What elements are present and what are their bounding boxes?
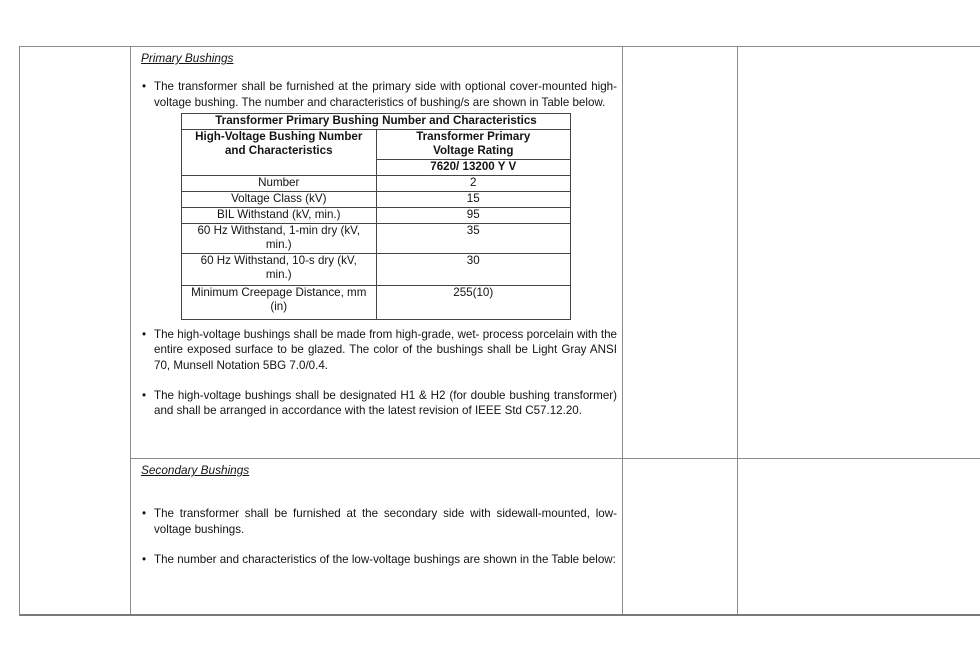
primary-intro-text: The transformer shall be furnished at the primary side with optional cover-mounted high-voltage bushing. The number and characteristics of bushing/s are shown in Table below. xyxy=(154,80,617,109)
row-value: 255(10) xyxy=(376,285,571,319)
porcelain-spec-text: The high-voltage bushings shall be made from high-grade, wet- process porcelain with the entire exposed surface to be glazed. The color of the bushings shall be Light Gray ANSI 70, Munsell Notation 5BG 7.0/0.4. xyxy=(154,327,617,372)
row-label: 60 Hz Withstand, 1-min dry (kV, min.) xyxy=(182,223,377,253)
row-value: 2 xyxy=(376,175,571,191)
row-value: 35 xyxy=(376,223,571,253)
bullet-icon: • xyxy=(142,80,147,94)
table-header-row xyxy=(182,129,571,159)
reference-column-empty-cell-2 xyxy=(623,458,738,614)
table-row xyxy=(182,191,571,207)
bullet-icon: • xyxy=(142,388,147,402)
porcelain-spec-bullet xyxy=(141,327,617,373)
primary-bushing-characteristics-table xyxy=(181,113,571,320)
secondary-intro-text: The transformer shall be furnished at the secondary side with sidewall-mounted, low-voltage bushings. xyxy=(154,507,617,536)
secondary-table-reference-text: The number and characteristics of the low-voltage bushings are shown in the Table below: xyxy=(154,553,616,567)
secondary-table-reference-bullet xyxy=(141,552,617,567)
primary-bushings-cell xyxy=(131,47,623,458)
column-header-left: High-Voltage Bushing Number and Characteristics xyxy=(182,129,377,175)
row-value: 95 xyxy=(376,207,571,223)
designation-spec-bullet xyxy=(141,388,617,419)
secondary-bushings-heading: Secondary Bushings xyxy=(141,463,250,477)
table-row xyxy=(182,285,571,319)
bullet-icon: • xyxy=(142,327,147,341)
reference-column-empty-cell xyxy=(623,47,738,458)
row-label: Minimum Creepage Distance, mm (in) xyxy=(182,285,377,319)
primary-intro-bullet xyxy=(141,79,617,110)
secondary-bushings-cell xyxy=(131,458,623,614)
specification-table xyxy=(19,46,980,616)
table-row xyxy=(182,207,571,223)
remarks-column-empty-cell-2 xyxy=(738,458,980,614)
left-column-empty-cell xyxy=(20,47,131,614)
row-label: BIL Withstand (kV, min.) xyxy=(182,207,377,223)
column-header-right: Transformer Primary Voltage Rating xyxy=(376,129,571,159)
row-label: Voltage Class (kV) xyxy=(182,191,377,207)
table-title: Transformer Primary Bushing Number and Characteristics xyxy=(182,114,571,130)
row-label: 60 Hz Withstand, 10-s dry (kV, min.) xyxy=(182,253,377,285)
row-value: 15 xyxy=(376,191,571,207)
table-row xyxy=(182,223,571,253)
remarks-column-empty-cell xyxy=(738,47,980,458)
primary-bushings-heading: Primary Bushings xyxy=(141,51,234,65)
secondary-intro-bullet xyxy=(141,506,617,537)
row-value: 30 xyxy=(376,253,571,285)
bullet-icon: • xyxy=(142,507,147,521)
table-row xyxy=(182,175,571,191)
voltage-rating-value: 7620/ 13200 Y V xyxy=(376,159,571,175)
table-title-row xyxy=(182,114,571,130)
row-label: Number xyxy=(182,175,377,191)
designation-spec-text: The high-voltage bushings shall be designated H1 & H2 (for double bushing transformer) and shall be arranged in accordance with the latest revision of IEEE Std C57.12.20. xyxy=(154,388,617,418)
table-row xyxy=(182,253,571,285)
bullet-icon: • xyxy=(142,553,147,567)
